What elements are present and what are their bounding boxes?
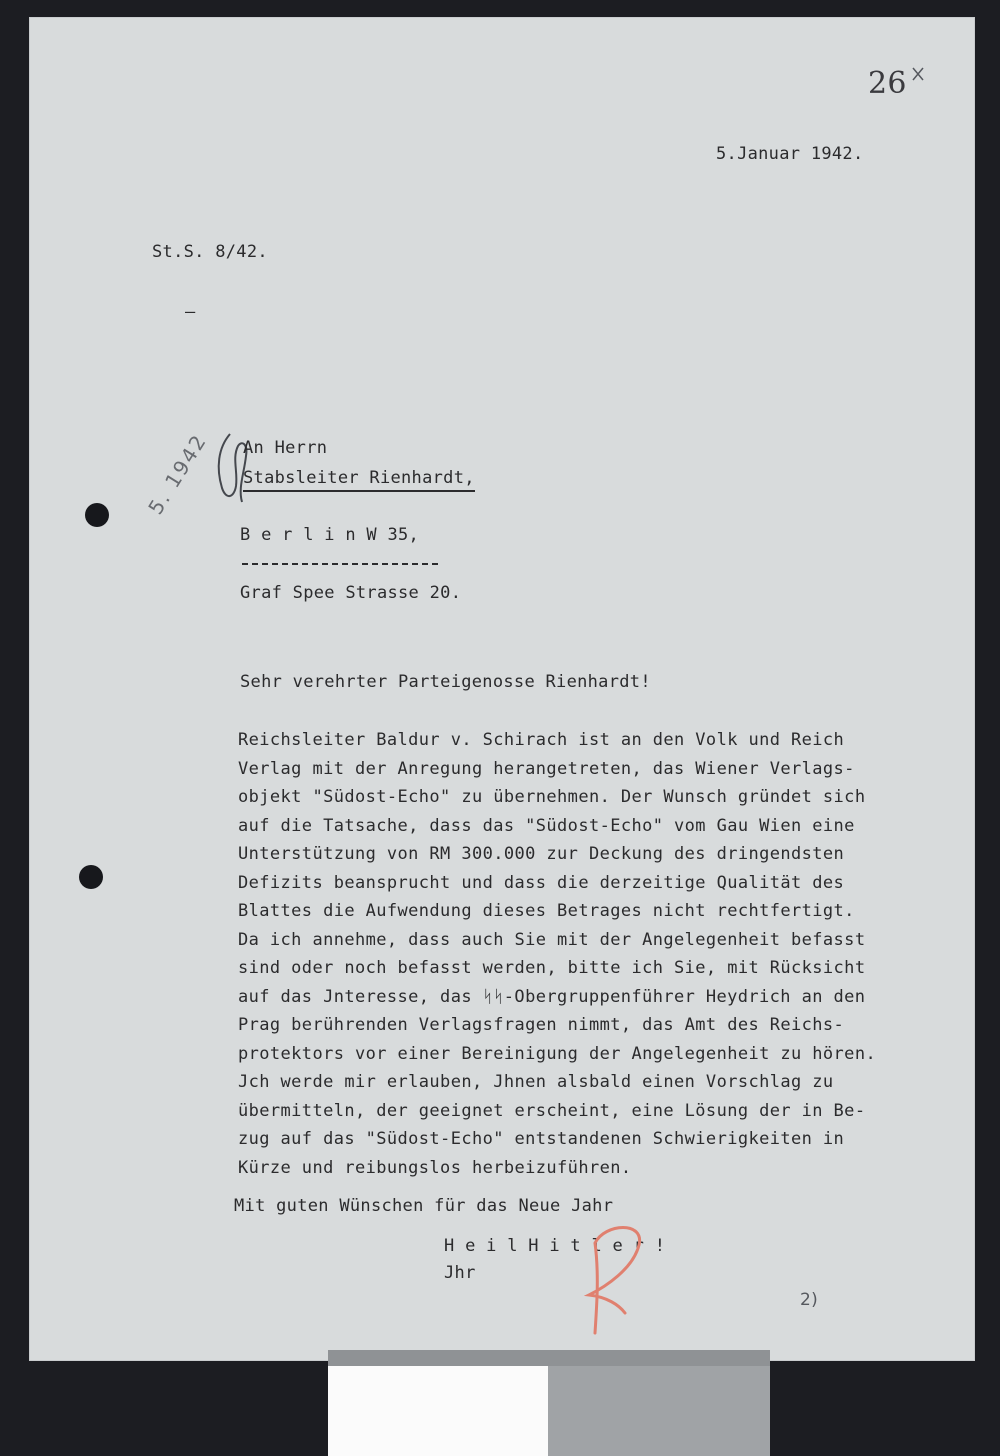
recipient-street: Graf Spee Strasse 20. [240,583,462,603]
body-line: übermitteln, der geeignet erscheint, eine Lösung der in Be- [238,1100,866,1121]
body-line: Kürze und reibungslos herbeizuführen. [238,1157,632,1178]
body-line: Defizits beansprucht und dass die derzeitige Qualität des [238,872,845,893]
reference-dash: — [185,302,196,322]
calibration-bar [328,1350,770,1366]
letter-date: 5.Januar 1942. [716,144,864,164]
jhr-line: Jhr [444,1263,476,1283]
punch-hole-top [85,503,109,527]
body-line: sind oder noch befasst werden, bitte ich Sie, mit Rücksicht [238,958,866,978]
recipient-line1: An Herrn [243,438,328,458]
reference-number: St.S. 8/42. [152,242,268,262]
body-line: protektors vor einer Bereinigung der Angelegenheit zu hören. [238,1043,877,1064]
body-line: Unterstützung von RM 300.000 zur Deckung des dringendsten [238,844,845,864]
body-line: Blattes die Aufwendung dieses Betrages nicht rechtfertigt. [238,901,855,921]
recipient-line2: Stabsleiter Rienhardt, [243,468,475,492]
closing-line: Mit guten Wünschen für das Neue Jahr [234,1196,614,1216]
calibration-grey-patch [548,1366,770,1456]
calibration-white-patch [328,1366,548,1456]
footnote-mark: 2) [800,1290,819,1310]
signature-icon [555,1213,655,1343]
page-number-mark-icon [910,64,926,84]
recipient-city: B e r l i n W 35, [240,525,420,545]
body-line: objekt "Südost-Echo" zu übernehmen. Der Wunsch gründet sich [238,787,866,807]
city-underline [242,563,438,565]
body-line: Jch werde mir erlauben, Jhnen alsbald einen Vorschlag zu [238,1072,834,1092]
receipt-stamp-text: 5. 1942 [143,429,212,519]
punch-hole-bottom [79,865,103,889]
body-line: auf das Jnteresse, das ᛋᛋ-Obergruppenführer Heydrich an den [238,986,866,1007]
body-line: Prag berührenden Verlagsfragen nimmt, das Amt des Reichs- [238,1015,845,1035]
body-line: Reichsleiter Baldur v. Schirach ist an den Volk und Reich [238,730,845,750]
heil-line: H e i l H i t l e r ! [444,1236,666,1256]
letter-sheet [30,18,974,1360]
salutation: Sehr verehrter Parteigenosse Rienhardt! [240,672,651,692]
body-line: zug auf das "Südost-Echo" entstandenen Schwierigkeiten in [238,1129,845,1149]
page-number: 26 [868,66,907,101]
body-line: Da ich annehme, dass auch Sie mit der Angelegenheit befasst [238,929,866,950]
body-line: auf die Tatsache, dass das "Südost-Echo" vom Gau Wien eine [238,815,855,836]
color-calibration-strip [328,1350,770,1456]
body-line: Verlag mit der Anregung herangetreten, das Wiener Verlags- [238,758,855,779]
